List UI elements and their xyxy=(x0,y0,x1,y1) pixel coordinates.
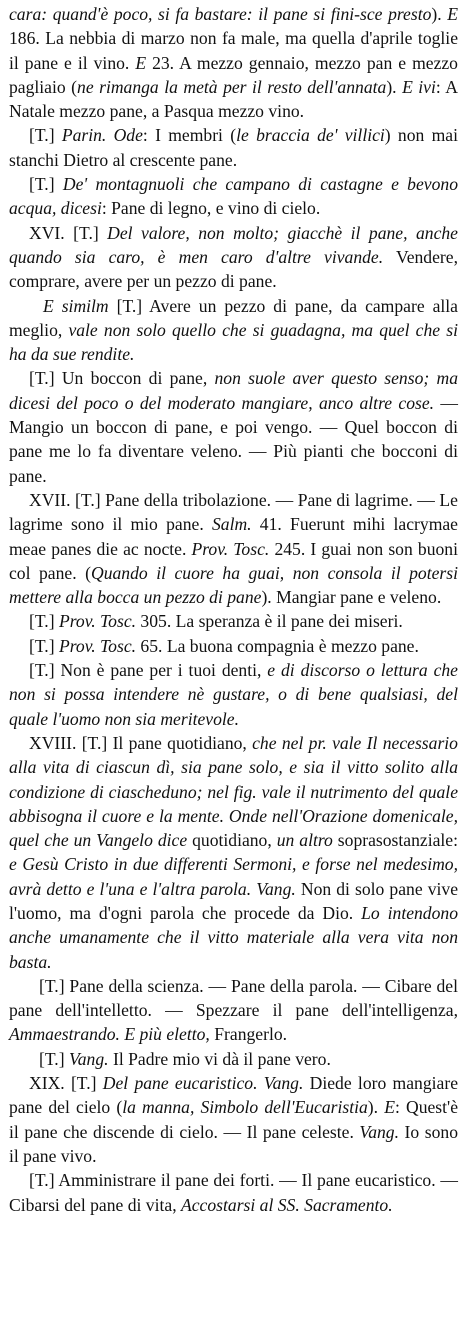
entry-paragraph xyxy=(9,172,458,221)
roman-text: Il Padre mio vi dà il pane vero. xyxy=(108,1048,331,1069)
italic-text: vale non solo quello che si guadagna, ma quel che si ha da sue rendite. xyxy=(9,319,458,365)
entry-paragraph xyxy=(9,294,458,367)
roman-text: ). xyxy=(431,4,448,24)
entry-paragraph xyxy=(9,221,458,294)
roman-text: [T.] xyxy=(29,174,63,195)
italic-text: Vang. xyxy=(359,1121,400,1142)
roman-text: XVII. [T.] Pane della tribolazione. — Pane di lagrime. — Le lagrime sono il mio pane. xyxy=(9,489,458,535)
italic-text: non suole aver questo senso; ma dicesi del poco o del moderato mangiare, anco altre cose. xyxy=(9,368,458,413)
italic-text: Lo intendono anche umanamente che il vitto materiale alla vera vita non basta. xyxy=(9,902,458,972)
italic-text: E xyxy=(384,1097,395,1118)
roman-text: soprasostanziale: xyxy=(332,830,458,851)
roman-text: Diede loro mangiare pane del cielo ( xyxy=(9,1073,458,1118)
roman-text: 305. La speranza è il pane dei miseri. xyxy=(136,611,403,632)
roman-text: 23. A mezzo gennaio, mezzo pan e mezzo pagliaio ( xyxy=(9,52,458,97)
italic-text: che nel pr. vale Il necessario alla vita di ciascun dì, sia pane solo, e sia il vitto solito alla condizione di ciascheduno; nel fig. vale il nutrimento del quale abbisogna il cuore e la mente. Onde nell'Orazione domenicale, quel che un Vangelo dice xyxy=(9,732,458,851)
italic-text: un altro xyxy=(276,830,333,851)
roman-text: quotidiano, xyxy=(187,830,277,851)
roman-text: XVIII. [T.] Il pane quotidiano, xyxy=(29,732,253,753)
roman-text: Frangerlo. xyxy=(209,1024,288,1045)
italic-text: Vang. xyxy=(68,1048,109,1069)
roman-text: [T.] Amministrare il pane dei forti. — Il pane eucaristico. — Cibarsi del pane di vita, xyxy=(9,1170,458,1215)
italic-text: De' montagnuoli che campano di castagne e bevono acqua, dicesi xyxy=(9,174,458,219)
entry-paragraph xyxy=(9,1168,458,1217)
entry-paragraph xyxy=(9,634,458,658)
italic-text: Accostarsi al SS. Sacramento. xyxy=(181,1194,393,1215)
italic-text: e di discorso o lettura che non si possa intendere nè gustare, o di bene qualsiasi, del quale l'uomo non sia meritevole. xyxy=(9,660,458,729)
italic-text: la manna, Simbolo dell'Eucaristia xyxy=(122,1097,368,1118)
roman-text: ). Mangiar pane e veleno. xyxy=(261,587,442,608)
italic-text: E ivi xyxy=(402,76,436,97)
italic-text: Prov. Tosc. xyxy=(58,635,137,656)
roman-text: ). xyxy=(386,76,403,97)
italic-text: Parin. Ode xyxy=(61,125,143,146)
italic-text: E xyxy=(447,4,459,24)
italic-text: Del valore, non molto; giacchè il pane, anche quando sia caro, è men caro d'altre vivande. xyxy=(9,222,458,267)
roman-text: 245. I guai non son buoni col pane. ( xyxy=(9,538,458,583)
roman-text: ). xyxy=(367,1097,385,1118)
italic-text: e Gesù Cristo in due differenti Sermoni, e forse nel medesimo, avrà detto e l'una e l'altra parola. Vang. xyxy=(9,854,458,899)
italic-text: cara: quand'è poco, si fa bastare: il pane si fini-sce presto xyxy=(9,4,432,24)
roman-text: [T.] Avere un pezzo di pane, da campare alla meglio, xyxy=(9,295,458,340)
entry-paragraph xyxy=(9,1047,458,1071)
roman-text: [T.] xyxy=(29,125,62,146)
roman-text: [T.] xyxy=(39,1048,69,1069)
roman-text: 65. La buona compagnia è mezzo pane. xyxy=(136,635,419,656)
italic-text: Quando il cuore ha guai, non consola il potersi mettere alla bocca un pezzo di pane xyxy=(9,562,459,608)
roman-text: ) non mai stanchi Dietro al crescente pane. xyxy=(9,125,458,170)
entry-paragraph xyxy=(9,1071,458,1168)
italic-text: le braccia de' villici xyxy=(236,125,385,146)
roman-text: : I membri ( xyxy=(142,125,237,146)
roman-text: XIX. [T.] xyxy=(29,1073,103,1094)
entry-paragraph xyxy=(9,731,458,974)
italic-text: Del pane eucaristico. Vang. xyxy=(102,1073,304,1094)
entry-paragraph xyxy=(9,609,458,633)
entry-paragraph xyxy=(9,123,458,172)
roman-text: [T.] Pane della scienza. — Pane della parola. — Cibare del pane dell'intelletto. — Spezzare il pane dell'intelligenza, xyxy=(9,975,458,1021)
roman-text: : A Natale mezzo pane, a Pasqua mezzo vino. xyxy=(9,76,458,122)
roman-text: Vendere, comprare, avere per un pezzo di pane. xyxy=(9,246,458,292)
entry-paragraph xyxy=(9,974,458,1047)
italic-text: Ammaestrando. E più eletto, xyxy=(9,1024,210,1045)
roman-text: 41. Fuerunt mihi lacrymae meae panes die ac nocte. xyxy=(9,514,458,559)
roman-text: : Pane di legno, e vino di cielo. xyxy=(101,198,321,219)
roman-text: [T.] xyxy=(29,635,59,656)
roman-text: 186. La nebbia di marzo non fa male, ma quella d'aprile toglie il pane e il vino. xyxy=(9,28,458,73)
roman-text: Io sono il pane vivo. xyxy=(9,1121,458,1166)
italic-text: E similm xyxy=(43,295,109,316)
italic-text: Prov. Tosc. xyxy=(58,611,137,632)
entry-paragraph xyxy=(9,488,458,609)
roman-text: [T.] Non è pane per i tuoi denti, xyxy=(29,660,268,681)
italic-text: ne rimanga la metà per il resto dell'annata xyxy=(77,76,387,97)
roman-text: : Quest'è il pane che discende di cielo. — Il pane celeste. xyxy=(9,1097,459,1142)
entry-paragraph xyxy=(9,658,458,731)
roman-text: — Mangio un boccon di pane, e poi vengo. — Quel boccon di pane me lo fa diventare veleno. — Più pianti che bocconi di pane. xyxy=(9,392,458,486)
roman-text: XVI. [T.] xyxy=(29,222,108,243)
entry-paragraph xyxy=(9,366,458,487)
italic-text: Salm. xyxy=(211,514,252,535)
roman-text: Non di solo pane vive l'uomo, ma d'ogni parola che procede da Dio. xyxy=(9,878,459,923)
italic-text: Prov. Tosc. xyxy=(191,538,270,559)
roman-text: [T.] xyxy=(29,611,59,632)
entry-paragraph xyxy=(9,2,458,123)
italic-text: E xyxy=(135,52,147,73)
roman-text: [T.] Un boccon di pane, xyxy=(29,368,215,389)
